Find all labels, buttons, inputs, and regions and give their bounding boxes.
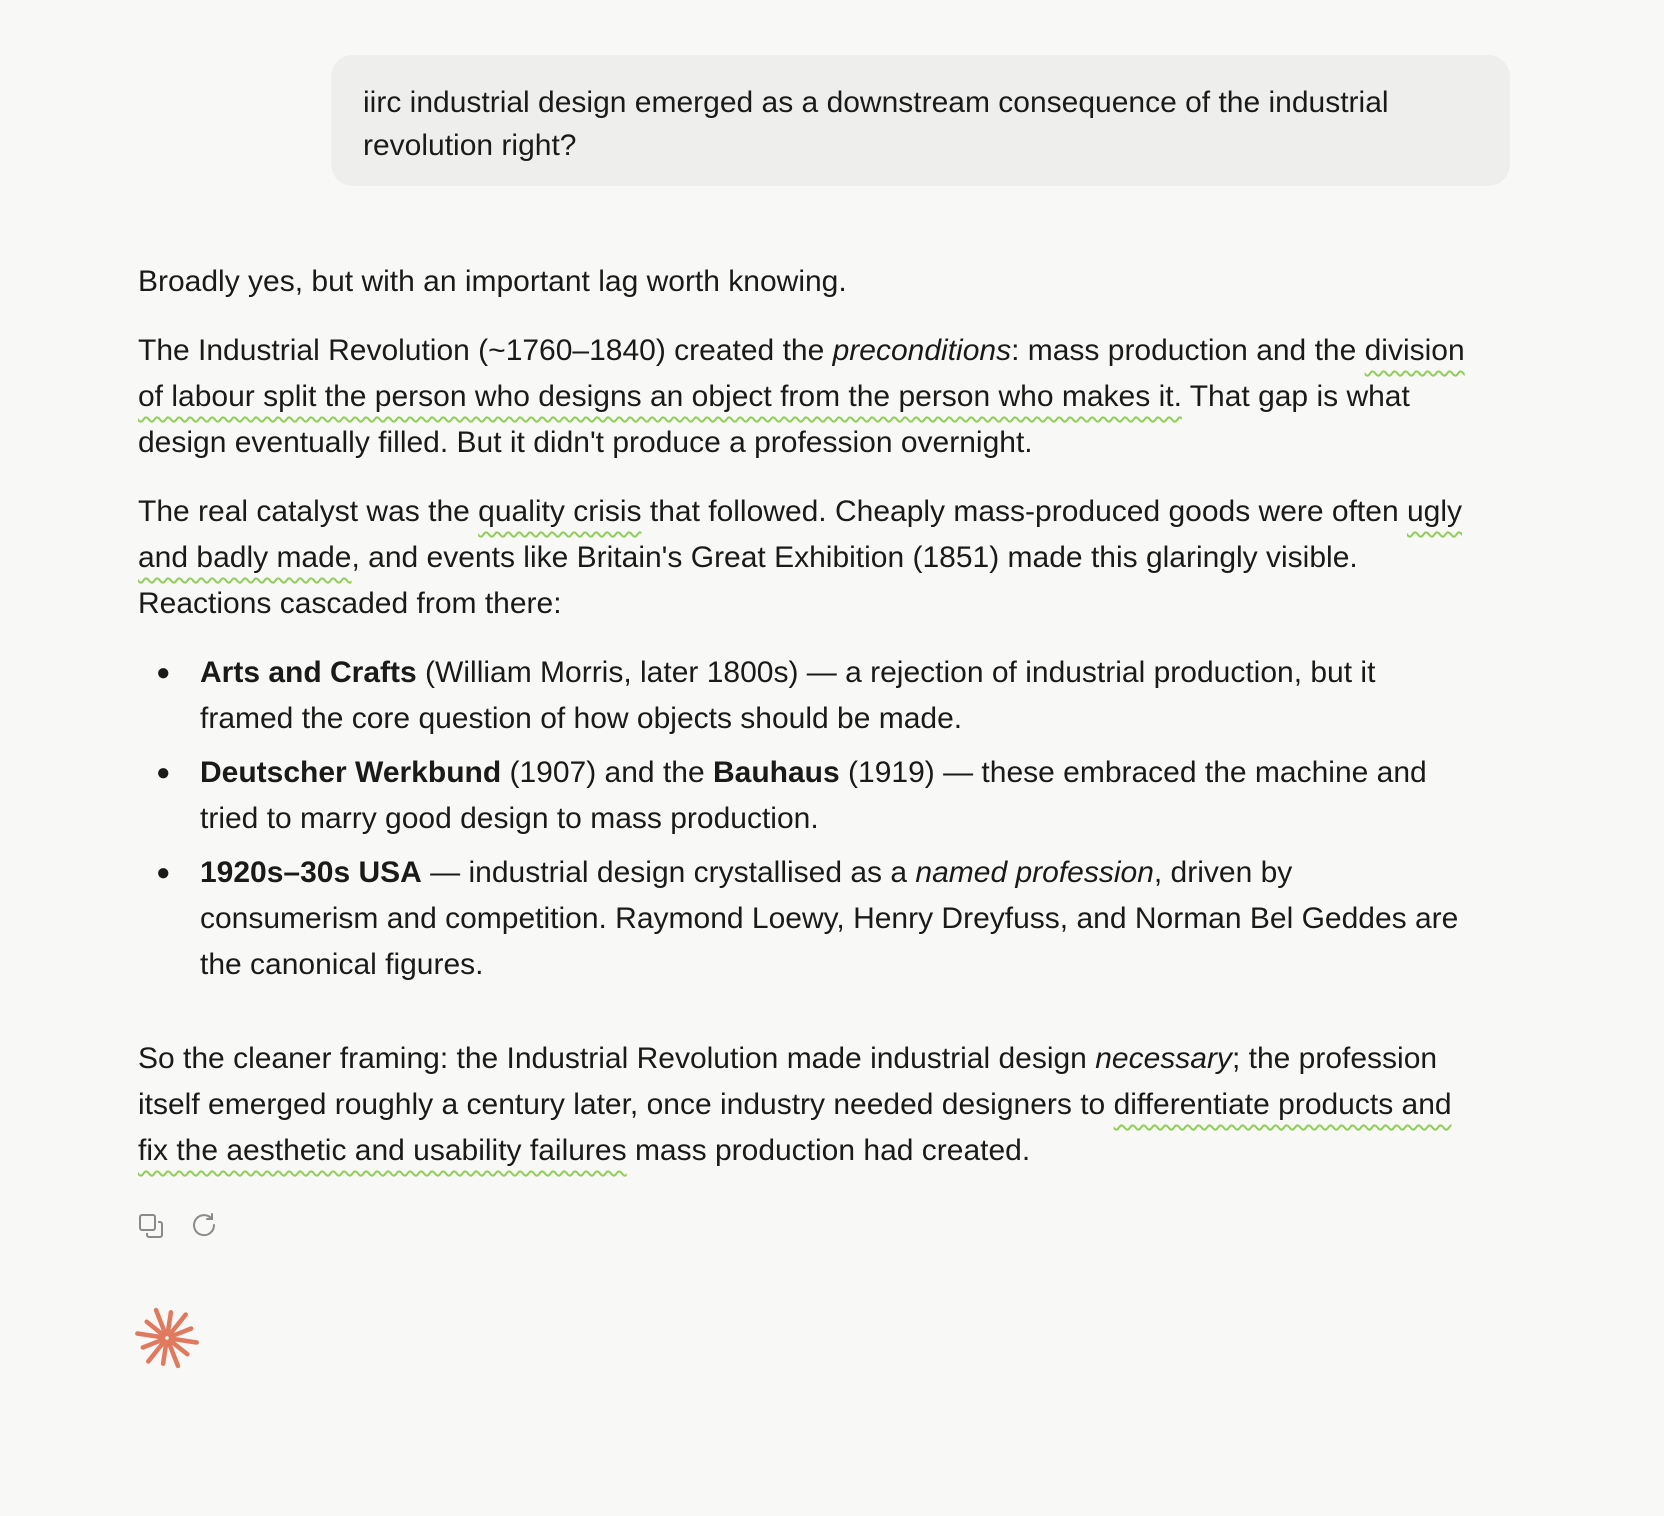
retry-icon <box>191 1212 219 1240</box>
highlight-ugly-and-badly-made: ugly and badly made <box>138 495 1463 574</box>
highlight-quality-crisis: quality crisis <box>478 495 642 528</box>
list-item: ● Deutscher Werkbund (1907) and the Bauhaus (1919) — these embraced the machine and tried to marry good design to mass production. <box>200 750 1468 842</box>
response-paragraph-1: Broadly yes, but with an important lag worth knowing. <box>138 265 847 298</box>
bullet-list <box>138 650 1468 988</box>
highlight-differentiate-products: differentiate products and fix the aesthetic and usability failures <box>138 1088 1452 1167</box>
list-item: ● 1920s–30s USA — industrial design crystallised as a named profession, driven by consumerism and competition. Raymond Loewy, Henry Dreyfuss, and Norman Bel Geddes are the canonical figures. <box>200 850 1468 988</box>
emphasis-preconditions: preconditions <box>832 334 1012 367</box>
list-item: ● Arts and Crafts (William Morris, later 1800s) — a rejection of industrial production, but it framed the core question of how objects should be made. <box>200 650 1468 742</box>
response-paragraph-2: The Industrial Revolution (~1760–1840) created the preconditions: mass production and the division of labour split the person who designs an object from the person who makes it. That gap is what design eventually filled. But it didn't produce a profession overnight. <box>138 334 1465 459</box>
highlight-division-of-labour: division of labour split the person who designs an object from the person who makes it. <box>138 334 1465 413</box>
retry-button[interactable] <box>190 1211 220 1241</box>
emphasis-necessary: necessary <box>1095 1042 1232 1075</box>
bullet-icon: ● <box>156 859 171 886</box>
response-paragraph-3: The real catalyst was the quality crisis that followed. Cheaply mass-produced goods were often ugly and badly made, and events like Britain's Great Exhibition (1851) made this glaringly visible. Reactions cascaded from there: <box>138 495 1463 620</box>
response-paragraph-4: So the cleaner framing: the Industrial Revolution made industrial design necessary; the profession itself emerged roughly a century later, once industry needed designers to differentiate products and fix the aesthetic and usability failures mass production had created. <box>138 1042 1452 1167</box>
copy-button[interactable] <box>136 1211 166 1241</box>
message-actions <box>136 1211 220 1241</box>
bullet-icon: ● <box>156 759 171 786</box>
copy-icon <box>138 1213 164 1239</box>
bullet-icon: ● <box>156 659 171 686</box>
user-message-text: iirc industrial design emerged as a downstream consequence of the industrial revolution right? <box>363 86 1389 162</box>
user-message-bubble <box>331 55 1510 186</box>
assistant-response <box>138 259 1468 1197</box>
claude-spark-icon <box>134 1305 200 1371</box>
